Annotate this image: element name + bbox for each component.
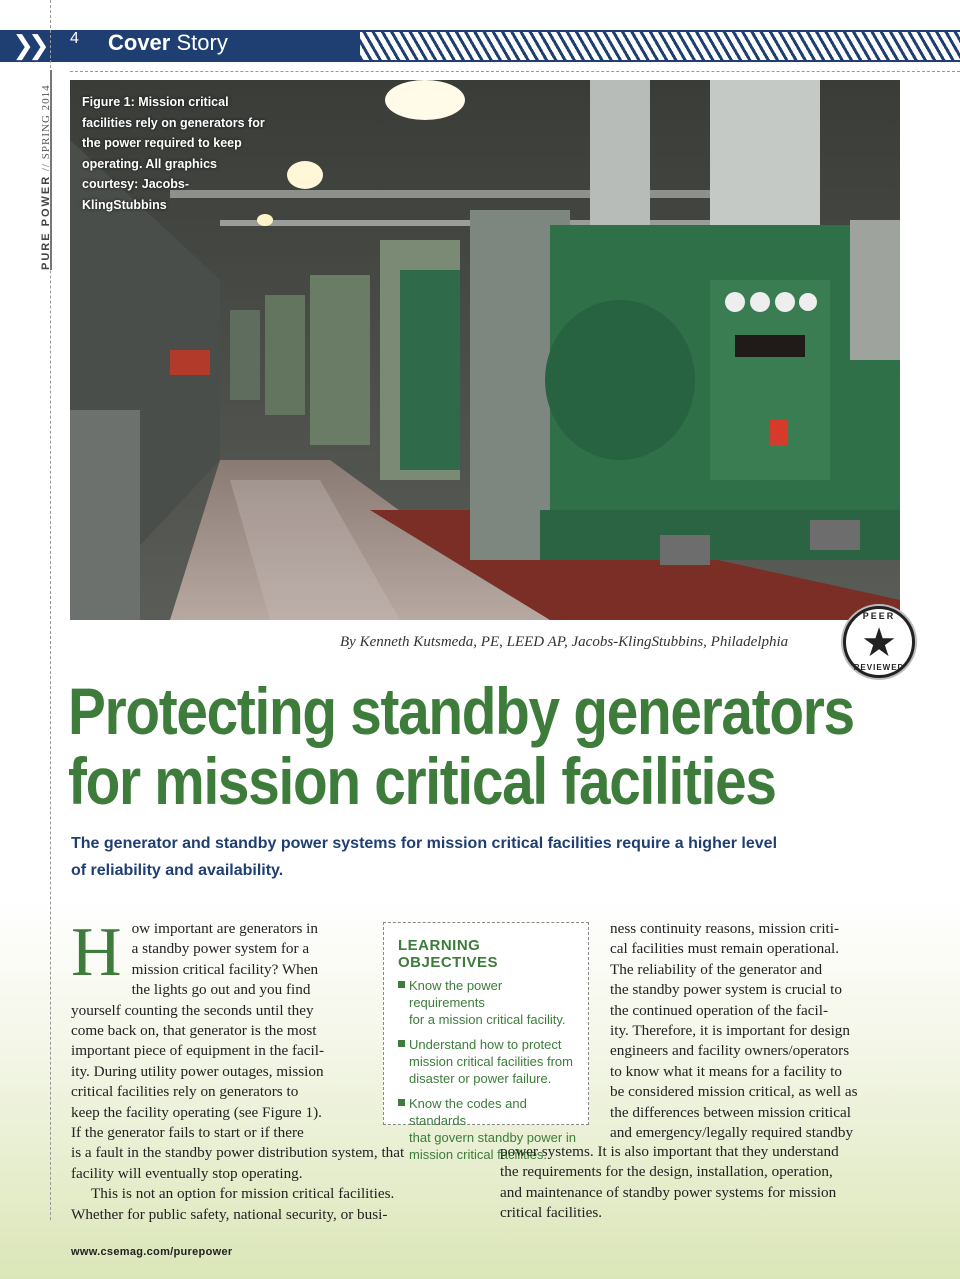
learning-objective-item [398, 1036, 576, 1087]
body-line: mission critical facility? When [131, 960, 319, 978]
objective-line: mission critical facilities. [409, 1147, 547, 1162]
article-title [68, 676, 928, 816]
header-stripes [360, 30, 960, 62]
title-line-2: for mission critical facilities [68, 744, 776, 818]
objective-line: Know the power requirements [409, 978, 503, 1010]
publication-label [40, 84, 52, 270]
body-line: ow important are generators in [131, 920, 318, 937]
objective-line: disaster or power failure. [409, 1071, 552, 1086]
bullet-square-icon [398, 1040, 405, 1047]
page-header [0, 30, 960, 62]
top-divider [70, 71, 960, 72]
body-line: and emergency/legally required standby [610, 1124, 854, 1142]
star-icon: ★ [861, 620, 897, 666]
deck-line-1: The generator and standby power systems for mission critical facilities require a higher level [71, 835, 778, 852]
title-line-1: Protecting standby generators [68, 674, 854, 748]
section-title-rest: Story [170, 30, 228, 55]
body-line: the requirements for the design, installation, operation, [500, 1163, 833, 1181]
body-line: This is not an option for mission critical facilities. [91, 1185, 395, 1203]
deck-line-2: of reliability and availability. [71, 862, 284, 879]
body-line: critical facilities rely on generators to [71, 1083, 299, 1101]
body-line: cal facilities must remain operational. [610, 940, 839, 958]
learning-objectives-title: LEARNING OBJECTIVES [398, 937, 499, 971]
section-title-bold: Cover [108, 30, 171, 55]
objective-line: Know the codes and standards [409, 1096, 527, 1128]
objective-line: for a mission critical facility. [409, 1012, 566, 1027]
badge-top-text: PEER [862, 611, 896, 621]
body-line: and maintenance of standby power systems for mission [500, 1183, 837, 1201]
publication-name: PURE POWER [40, 174, 52, 270]
body-line: power systems. It is also important that they understand [500, 1143, 839, 1160]
body-line: The reliability of the generator and [610, 960, 823, 978]
objective-line: Understand how to protect [409, 1037, 562, 1052]
learning-objectives-box [383, 922, 589, 1162]
body-line: facility will eventually stop operating. [71, 1164, 303, 1182]
page-number: 4 [70, 30, 79, 47]
body-line: a standby power system for a [131, 940, 310, 958]
section-title [108, 30, 228, 62]
byline: By Kenneth Kutsmeda, PE, LEED AP, Jacobs-KlingStubbins, Philadelphia [340, 634, 789, 650]
body-line: ity. Therefore, it is important for design [610, 1022, 850, 1040]
peer-reviewed-badge [843, 606, 915, 678]
double-chevron-icon: ❯❯ [0, 30, 56, 62]
drop-cap: H [71, 914, 122, 991]
bullet-square-icon [398, 981, 405, 988]
body-line: engineers and facility owners/operators [610, 1042, 850, 1060]
objective-line: that govern standby power in [409, 1130, 576, 1145]
body-line: critical facilities. [500, 1204, 603, 1222]
body-line: ity. During utility power outages, mission [71, 1062, 324, 1080]
learning-objective-item [398, 977, 576, 1028]
body-line: come back on, that generator is the most [71, 1022, 317, 1040]
figure-caption: Figure 1: Mission critical facilities rely on generators for the power required to keep operating. All graphics courtesy: Jacobs-KlingStubbins [82, 95, 265, 212]
bullet-square-icon [398, 1099, 405, 1106]
issue-label: // SPRING 2014 [40, 84, 52, 175]
badge-bottom-text: REVIEWED [853, 663, 905, 672]
body-line: to know what it means for a facility to [610, 1062, 842, 1080]
body-line: the standby power system is crucial to [610, 981, 842, 999]
body-line: the differences between mission critical [610, 1103, 851, 1121]
body-line: the continued operation of the facil- [610, 1001, 829, 1019]
body-line: the lights go out and you find [131, 981, 311, 999]
body-line: be considered mission critical, as well as [610, 1083, 858, 1101]
body-column-3 [610, 919, 900, 1143]
body-column-3-continued [500, 1142, 910, 1224]
footer-url[interactable]: www.csemag.com/purepower [71, 1246, 233, 1258]
body-line: yourself counting the seconds until they [71, 1001, 314, 1019]
body-line: keep the facility operating (see Figure 1). [71, 1103, 322, 1121]
objective-line: mission critical facilities from [409, 1054, 573, 1069]
body-line: is a fault in the standby power distribution system, that [71, 1144, 405, 1162]
body-line: If the generator fails to start or if there [71, 1124, 304, 1142]
article-deck [71, 830, 791, 884]
body-line: ness continuity reasons, mission criti- [610, 920, 840, 937]
body-line: important piece of equipment in the facil- [71, 1042, 325, 1060]
body-line: Whether for public safety, national security, or busi- [71, 1205, 388, 1223]
